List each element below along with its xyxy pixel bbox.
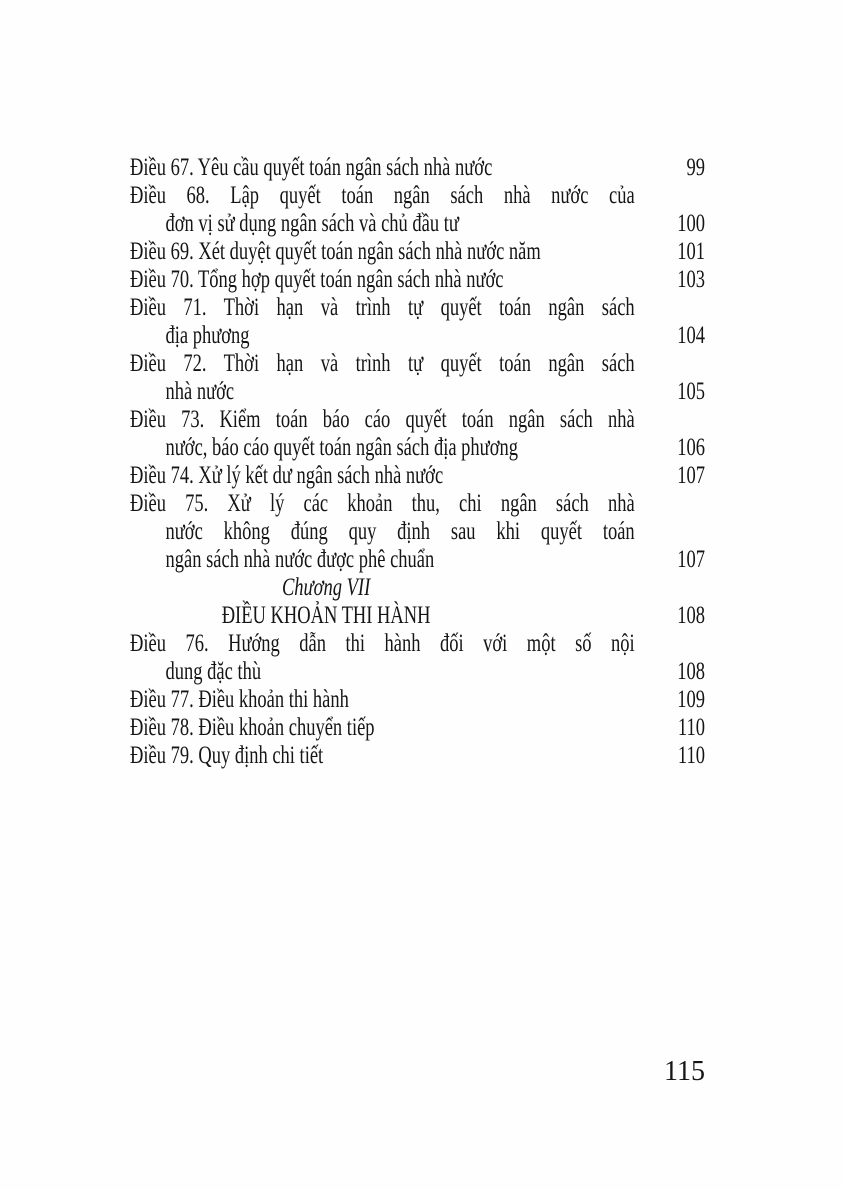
toc-list [130, 154, 705, 770]
toc-entry-article-75 [130, 490, 705, 574]
toc-entry-article-69 [130, 238, 705, 266]
toc-entry-article-77 [130, 686, 705, 714]
toc-entry-article-78 [130, 714, 705, 742]
toc-entry-article-68 [130, 182, 705, 238]
toc-line: Điều 78. Điều khoản chuyển tiếp [130, 714, 375, 741]
toc-line: Điều 68. Lập quyết toán ngân sách nhà nước của [130, 182, 635, 209]
toc-page-number: 107 [677, 546, 705, 573]
toc-page-number: 99 [686, 154, 705, 181]
toc-line: ngân sách nhà nước được phê chuẩn [165, 546, 435, 573]
toc-line: Điều 77. Điều khoản thi hành [130, 686, 349, 713]
toc-line: nước không đúng quy định sau khi quyết toán [165, 518, 635, 545]
toc-line: Điều 79. Quy định chi tiết [130, 742, 324, 769]
toc-line: Điều 71. Thời hạn và trình tự quyết toán ngân sách [130, 294, 635, 321]
toc-page-number: 103 [677, 266, 705, 293]
toc-chapter-number [130, 574, 705, 602]
toc-line: Điều 69. Xét duyệt quyết toán ngân sách nhà nước năm [130, 238, 541, 265]
toc-line: Điều 72. Thời hạn và trình tự quyết toán ngân sách [130, 350, 635, 377]
toc-page-number: 110 [677, 742, 705, 769]
chapter-number-label: Chương VII [281, 574, 371, 601]
footer-page-number: 115 [664, 1056, 705, 1087]
toc-page-number: 104 [677, 322, 705, 349]
toc-line: Điều 76. Hướng dẫn thi hành đối với một số nội [130, 630, 635, 657]
toc-page-number: 101 [677, 238, 705, 265]
toc-entry-article-72 [130, 350, 705, 406]
toc-line: đơn vị sử dụng ngân sách và chủ đầu tư [165, 210, 459, 237]
toc-page-number: 108 [677, 602, 705, 629]
toc-chapter-title [130, 602, 705, 630]
toc-entry-article-71 [130, 294, 705, 350]
page-footer [130, 1056, 705, 1088]
toc-line: Điều 67. Yêu cầu quyết toán ngân sách nhà nước [130, 154, 493, 181]
toc-line: nước, báo cáo quyết toán ngân sách địa phương [165, 434, 519, 461]
toc-line: địa phương [165, 322, 250, 349]
toc-entry-article-74 [130, 462, 705, 490]
toc-entry-article-73 [130, 406, 705, 462]
toc-entry-article-79 [130, 742, 705, 770]
toc-line: Điều 73. Kiểm toán báo cáo quyết toán ngân sách nhà [130, 406, 635, 433]
toc-entry-article-76 [130, 630, 705, 686]
toc-page-number: 110 [677, 714, 705, 741]
toc-line: Điều 70. Tổng hợp quyết toán ngân sách nhà nước [130, 266, 504, 293]
toc-page-number: 105 [677, 378, 705, 405]
chapter-title-label: ĐIỀU KHOẢN THI HÀNH [221, 602, 431, 629]
toc-entry-article-70 [130, 266, 705, 294]
toc-line: nhà nước [165, 378, 235, 405]
toc-page-number: 100 [677, 210, 705, 237]
toc-line: dung đặc thù [165, 658, 262, 685]
toc-line: Điều 74. Xử lý kết dư ngân sách nhà nước [130, 462, 444, 489]
toc-entry-article-67 [130, 154, 705, 182]
toc-line: Điều 75. Xử lý các khoản thu, chi ngân sách nhà [130, 490, 635, 517]
toc-page-number: 106 [677, 434, 705, 461]
toc-page-number: 107 [677, 462, 705, 489]
toc-page-number: 108 [677, 658, 705, 685]
toc-page-number: 109 [677, 686, 705, 713]
